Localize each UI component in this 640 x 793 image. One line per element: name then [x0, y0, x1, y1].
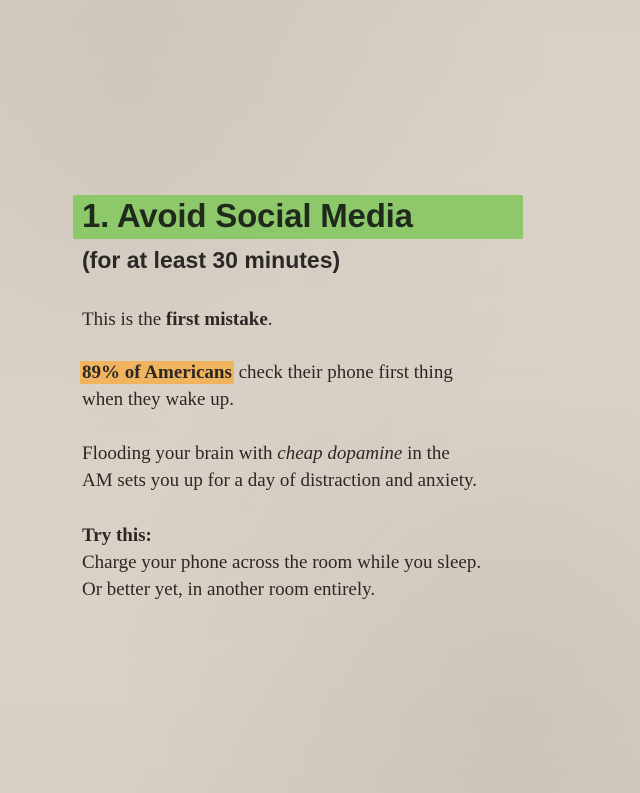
tip-line2: Or better yet, in another room entirely. — [82, 579, 376, 600]
statistic-highlight: 89% of Americans — [82, 362, 232, 383]
statistic-line1-rest: check their phone first thing — [233, 362, 453, 383]
paragraph-dopamine-line2: AM sets you up for a day of distraction and anxiety. — [82, 470, 478, 491]
paragraph-dopamine-line1 — [82, 440, 450, 467]
section-heading: 1. Avoid Social Media — [82, 197, 413, 234]
tip-line1: Charge your phone across the room while you sleep. — [82, 552, 482, 573]
paragraph-statistic-line1 — [82, 359, 453, 386]
paragraph-statistic-line2: when they wake up. — [82, 389, 234, 410]
paragraph-first-mistake — [82, 306, 273, 333]
dopamine-line1-after: in the — [402, 443, 450, 464]
section-subheading: (for at least 30 minutes) — [82, 247, 341, 273]
dopamine-line1-before: Flooding your brain with — [82, 443, 278, 464]
paragraph1-end: . — [267, 309, 273, 330]
paragraph1-text: This is the — [82, 309, 166, 330]
tip-label: Try this: — [82, 525, 152, 546]
section-heading-highlight — [73, 195, 523, 239]
paragraph1-bold: first mistake — [165, 309, 268, 330]
dopamine-italic: cheap dopamine — [277, 443, 403, 464]
